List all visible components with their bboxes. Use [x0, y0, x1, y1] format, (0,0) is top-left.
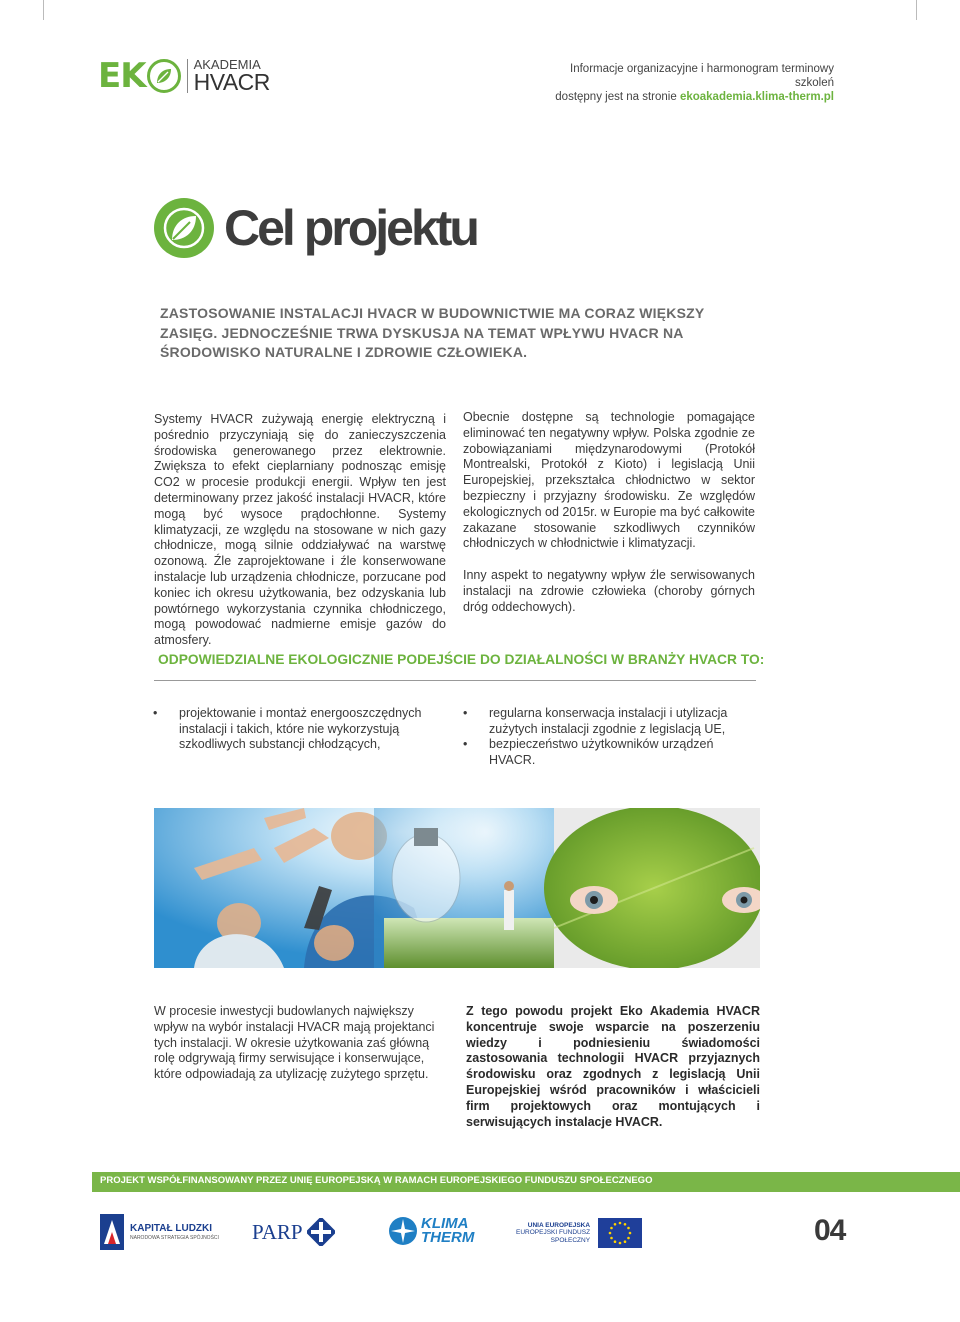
photo-collage: [154, 808, 760, 968]
logo-separator: [187, 59, 188, 93]
section-heading: ODPOWIEDZIALNE EKOLOGICZNIE PODEJŚCIE DO DZIAŁALNOŚCI W BRANŻY HVACR TO:: [158, 652, 765, 667]
paragraph: Inny aspekt to negatywny wpływ źle serwisowanych instalacji na zdrowie człowieka (choroby górnych dróg oddechowych).: [463, 568, 755, 614]
photo-collage-image: [154, 808, 760, 968]
kapital-ludzki-icon: [100, 1214, 124, 1250]
logo-text: [194, 58, 270, 94]
parp-text: PARP: [252, 1219, 303, 1244]
bullet-list-right: [463, 706, 755, 768]
crop-mark: [43, 0, 44, 20]
website-link[interactable]: ekoakademia.klima-therm.pl: [679, 91, 834, 103]
eu-line-3: SPOŁECZNY: [550, 1236, 591, 1244]
page-title: Cel projektu: [224, 200, 477, 256]
bullet-icon: •: [463, 706, 468, 720]
kapital-ludzki-subtitle: NARODOWA STRATEGIA SPÓJNOŚCI: [130, 1234, 219, 1241]
kapital-ludzki-title: KAPITAŁ LUDZKI: [130, 1222, 213, 1234]
leaf-icon: [147, 59, 181, 93]
divider: [154, 680, 756, 681]
info-line-1: Informacje organizacyjne i harmonogram terminowy szkoleń: [570, 63, 834, 89]
eu-line-2: EUROPEJSKI FUNDUSZ: [516, 1229, 591, 1237]
list-item-text: regularna konserwacja instalacji i utylizacja zużytych instalacji zgodnie z legislacją UE,: [489, 706, 728, 736]
eu-flag-icon: [598, 1218, 642, 1248]
logo-akademia-text: AKADEMIA: [193, 57, 261, 72]
bullet-icon: •: [463, 737, 468, 751]
eu-cofinancing-banner: [92, 1172, 960, 1192]
bullet-icon: •: [153, 706, 158, 720]
intro-text: ZASTOSOWANIE INSTALACJI HVACR W BUDOWNICTWIE MA CORAZ WIĘKSZY ZASIĘG. JEDNOCZEŚNIE TRWA DYSKUSJA NA TEMAT WPŁYWU HVACR NA ŚRODOWISKO NATURALNE I ZDROWIE CZŁOWIEKA.: [160, 305, 705, 360]
list-item: [463, 706, 755, 737]
eko-akademia-logo: [98, 58, 270, 94]
page-number: 04: [814, 1214, 846, 1247]
bottom-paragraph-left: W procesie inwestycji budowlanych największy wpływ na wybór instalacji HVACR mają projektanci tych instalacji. W okresie użytkowania zaś główną rolę odgrywają firmy serwisujące i konserwujące, które odpowiadają za utylizację zużytego sprzętu.: [154, 1004, 435, 1082]
paragraph: Obecnie dostępne są technologie pomagające eliminować ten negatywny wpływ. Polska zgodnie ze zobowiązaniami międzynarodowymi (Protokół Montrealski, Protokół z Kioto) i legislacją Unii Europejskiej, przekształca chłodnictwo w sektor bezpieczny i przyjazny środowisku. Ze względów ekologicznych od 2015r. w Europie ma być całkowite zakazane stosowanie szkodliwych czynników chłodniczych w chłodnictwie i klimatyzacji.: [463, 410, 755, 551]
logo-eko-text: EK: [98, 56, 146, 96]
list-item: [153, 706, 445, 753]
eu-line-1: UNIA EUROPEJSKA: [527, 1221, 591, 1229]
list-item-text: projektowanie i montaż energooszczędnych instalacji i takich, które nie wykorzystują szkodliwych substancji chłodzących,: [179, 706, 422, 751]
leaf-circle-icon: [154, 198, 214, 258]
banner-text: PROJEKT WSPÓŁFINANSOWANY PRZEZ UNIĘ EUROPEJSKĄ W RAMACH EUROPEJSKIEGO FUNDUSZU SPOŁECZNEGO: [100, 1175, 653, 1186]
crop-mark: [916, 0, 917, 20]
therm-text: THERM: [421, 1229, 475, 1246]
info-line-2-prefix: dostępny jest na stronie: [555, 91, 680, 103]
klima-therm-icon: [388, 1216, 418, 1246]
klima-text: KLIMA: [421, 1214, 469, 1232]
parp-icon: [307, 1218, 335, 1246]
list-item: [463, 737, 755, 768]
eu-social-fund-logo: [516, 1218, 642, 1248]
klima-therm-logo: [388, 1216, 474, 1246]
body-column-right: [463, 410, 755, 616]
info-line-2: [554, 90, 834, 104]
bullet-list-left: [153, 706, 445, 753]
bottom-paragraph-right: Z tego powodu projekt Eko Akademia HVACR koncentruje swoje wsparcie na poszerzeniu wiedzy i podniesieniu świadomości zastosowania technologii HVACR przyjaznych środowisku oraz zgodnych z legislacją Unii Europejskiej wśród pracowników i właścicieli firm projektowych oraz montujących i serwisujących instalacje HVACR.: [466, 1004, 760, 1129]
header-info: [554, 62, 834, 104]
logo-hvacr-text: HVACR: [193, 69, 270, 95]
body-column-left: [154, 412, 446, 649]
kapital-ludzki-logo: [100, 1214, 219, 1250]
list-item-text: bezpieczeństwo użytkowników urządzeń HVACR.: [489, 737, 714, 767]
parp-logo: [252, 1218, 335, 1246]
paragraph: Systemy HVACR zużywają energię elektryczną i pośrednio przyczyniają się do zanieczyszczenia środowiska generowanego przez elektrownie. Zwiększa to efekt cieplarniany podnosząc emisję CO2 w procesie produkcji energii. Wpływ ten jest determinowany przez jakość instalacji HVACR, które mogą być wysoce prądochłonne. Systemy klimatyzacji, ze względu na stosowane w nich gazy chłodnicze, mogą silnie oddziaływać na warstwę ozonową. Źle zaprojektowane i źle konserwowane instalacje lub urządzenia chłodnicze, porzucane pod koniec ich okresu użytkowania, bez odzyskania lub powtórnego wykorzystania czynnika chłodniczego, mogą powodować nadmierne emisje gazów do atmosfery.: [154, 412, 446, 648]
